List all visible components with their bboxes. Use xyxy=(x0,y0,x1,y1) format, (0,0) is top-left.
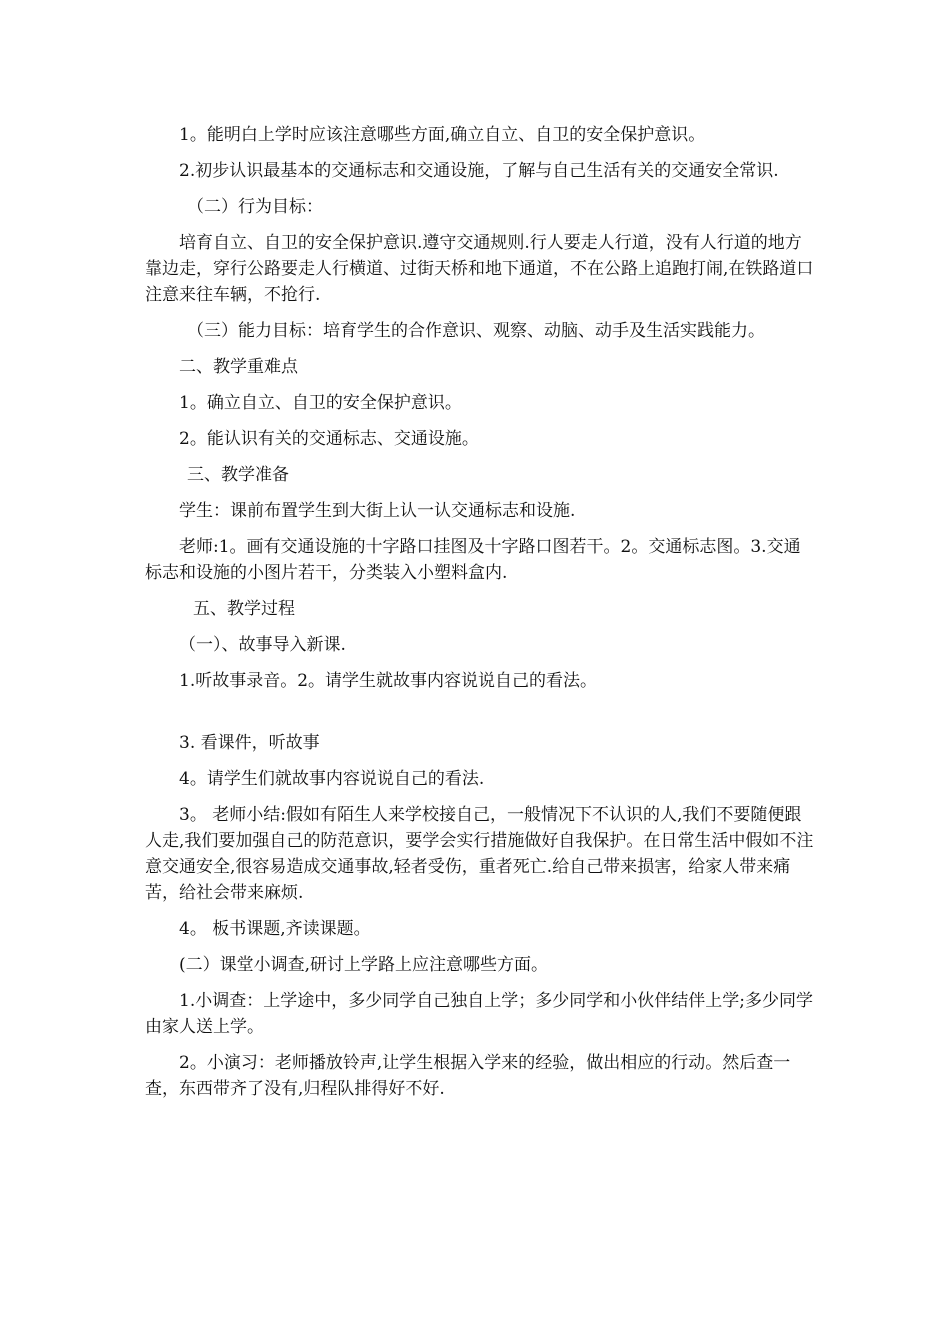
heading-teaching-process: 五、教学过程 xyxy=(193,599,295,619)
paragraph-key-point-2: 2。能认识有关的交通标志、交通设施。 xyxy=(179,429,479,449)
paragraph-drill: 2。小演习：老师播放铃声,让学生根据入学来的经验，做出相应的行动。然后查一查，东西带齐了没有,归程队排得好不好. xyxy=(145,1053,791,1099)
paragraph-teacher-summary: 3。 老师小结:假如有陌生人来学校接自己，一般情况下不认识的人,我们不要随便跟人走,我们要加强自己的防范意识，要学会实行措施做好自我保护。在日常生活中假如不注意交通安全,很容易造成交通事故,轻者受伤，重者死亡.给自己带来损害，给家人带来痛苦，给社会带来麻烦. xyxy=(145,805,814,903)
heading-preparation: 三、教学准备 xyxy=(187,465,289,485)
heading-survey: (二）课堂小调查,研讨上学路上应注意哪些方面。 xyxy=(179,955,549,975)
heading-story-intro: （一）、故事导入新课. xyxy=(179,635,346,655)
paragraph-listen-story: 1.听故事录音。2。请学生就故事内容说说自己的看法。 xyxy=(179,671,598,691)
paragraph-watch-courseware: 3. 看课件，听故事 xyxy=(179,733,320,753)
paragraph-teacher-prep: 老师:1。画有交通设施的十字路口挂图及十字路口图若干。2。交通标志图。3.交通标志和设施的小图片若干，分类装入小塑料盒内. xyxy=(145,537,801,583)
paragraph-behavior-goal-heading: （二）行为目标： xyxy=(187,197,323,217)
paragraph-key-point-1: 1。确立自立、自卫的安全保护意识。 xyxy=(179,393,462,413)
heading-key-points: 二、教学重难点 xyxy=(179,357,298,377)
paragraph-2: 2.初步认识最基本的交通标志和交通设施，了解与自己生活有关的交通安全常识. xyxy=(179,161,779,181)
paragraph-ability-goal: （三）能力目标：培育学生的合作意识、观察、动脑、动手及生活实践能力。 xyxy=(187,321,765,341)
document-page xyxy=(145,122,817,1112)
paragraph-discuss-story: 4。请学生们就故事内容说说自己的看法. xyxy=(179,769,485,789)
paragraph-board-title: 4。 板书课题,齐读课题。 xyxy=(179,919,371,939)
paragraph-1: 1。能明白上学时应该注意哪些方面,确立自立、自卫的安全保护意识。 xyxy=(179,125,706,145)
paragraph-survey: 1.小调查：上学途中，多少同学自己独自上学；多少同学和小伙伴结伴上学;多少同学由家人送上学。 xyxy=(145,991,813,1037)
paragraph-student-prep: 学生：课前布置学生到大街上认一认交通标志和设施. xyxy=(179,501,576,521)
paragraph-behavior-goal: 培育自立、自卫的安全保护意识.遵守交通规则.行人要走人行道，没有人行道的地方靠边走，穿行公路要走人行横道、过街天桥和地下通道，不在公路上追跑打闹,在铁路道口注意来往车辆，不抢行. xyxy=(145,233,814,305)
